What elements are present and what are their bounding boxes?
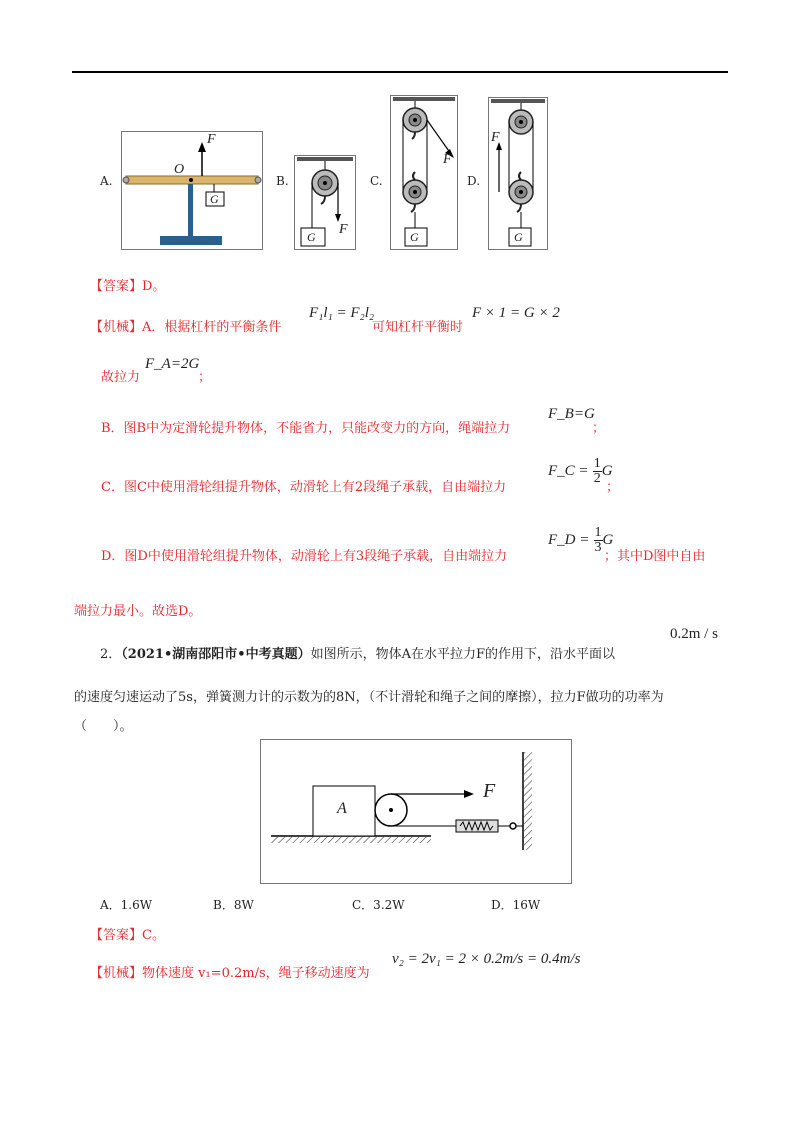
q1-analysis-d: D．图D中使用滑轮组提升物体，动滑轮上有3段绳子承载，自由端拉力 xyxy=(101,549,508,564)
q1-analysis-a2: 故拉力 xyxy=(101,370,141,385)
q2-option-c: C．3.2W xyxy=(352,898,405,912)
force-label-c: F xyxy=(443,152,452,167)
weight-label-d: G xyxy=(514,230,523,244)
fulcrum-label: O xyxy=(174,162,185,177)
q2-stem-line3: （ ）。 xyxy=(74,719,133,734)
q1-analysis-a: 【机械】A．根据杠杆的平衡条件 xyxy=(90,320,282,335)
question-number: 2． xyxy=(100,647,122,662)
q2-speed: 0.2m / s xyxy=(670,626,718,642)
eq-fa: F_A=2G xyxy=(145,356,200,372)
question-source: （2021•湖南邵阳市•中考真题） xyxy=(121,647,311,662)
q2-option-d: D．16W xyxy=(491,898,541,912)
header-rule xyxy=(72,71,728,73)
q2-stem-line2: 的速度匀速运动了5s，弹簧测力计的示数为的8N，（不计滑轮和绳子之间的摩擦），拉力F做功的功率为 xyxy=(74,690,664,705)
q2-analysis: 【机械】物体速度 v₁=0.2m/s，绳子移动速度为 xyxy=(90,966,370,981)
q1-analysis-a-mid: 可知杠杆平衡时 xyxy=(372,320,464,335)
q2-answer: 【答案】C。 xyxy=(90,928,165,943)
option-label-a: A. xyxy=(100,174,113,188)
option-label-d: D. xyxy=(467,174,481,188)
option-label-c: C. xyxy=(370,174,383,188)
semicolon-b: ； xyxy=(592,421,606,436)
semicolon-c: ； xyxy=(606,480,620,495)
q1-answer: 【答案】D。 xyxy=(90,279,166,294)
analysis-tag: 【机械】 xyxy=(90,320,143,335)
eq-fb: F_B=G xyxy=(548,406,595,422)
semicolon-a: ； xyxy=(198,370,212,385)
weight-label-c: G xyxy=(410,230,419,244)
q2-option-b: B．8W xyxy=(213,898,254,912)
figure-a-lever xyxy=(121,131,263,250)
q2-option-a: A．1.6W xyxy=(100,898,153,912)
force-label-a: F xyxy=(207,132,216,147)
eq-balance: F₁l₁ = F₂l₂ xyxy=(309,305,375,321)
weight-label-a: G xyxy=(210,192,219,206)
q1-analysis-d2: 端拉力最小。故选D。 xyxy=(74,604,202,619)
eq-v2: v₂ = 2v₁ = 2 × 0.2m/s = 0.4m/s xyxy=(392,951,581,967)
option-label-b: B. xyxy=(276,174,289,188)
figure-b-fixed-pulley xyxy=(294,155,356,250)
weight-label-b: G xyxy=(307,230,316,244)
figure-c-pulley-block xyxy=(390,95,458,250)
eq-fd: F_D = $\frac{1}{3}$ G xyxy=(548,525,614,555)
force-label-d: F xyxy=(491,130,500,145)
q1-analysis-b: B．图B中为定滑轮提升物体，不能省力，只能改变力的方向，绳端拉力 xyxy=(101,421,511,436)
block-label-a: A xyxy=(337,800,347,817)
force-label-b: F xyxy=(339,222,348,237)
figure-q2-setup xyxy=(260,739,572,884)
figure-d-pulley-block xyxy=(488,97,548,250)
q1-analysis-c: C．图C中使用滑轮组提升物体，动滑轮上有2段绳子承载，自由端拉力 xyxy=(101,480,507,495)
q2-stem-line1: 2．（2021•湖南邵阳市•中考真题）如图所示，物体A在水平拉力F的作用下，沿水平面以 xyxy=(100,647,616,662)
eq-a: F × 1 = G × 2 xyxy=(472,305,560,321)
force-label-q2: F xyxy=(483,780,496,802)
eq-fc: F_C = $\frac{1}{2}$ G xyxy=(548,456,613,486)
q1-analysis-d-tail: ；其中D图中自由 xyxy=(604,549,706,564)
